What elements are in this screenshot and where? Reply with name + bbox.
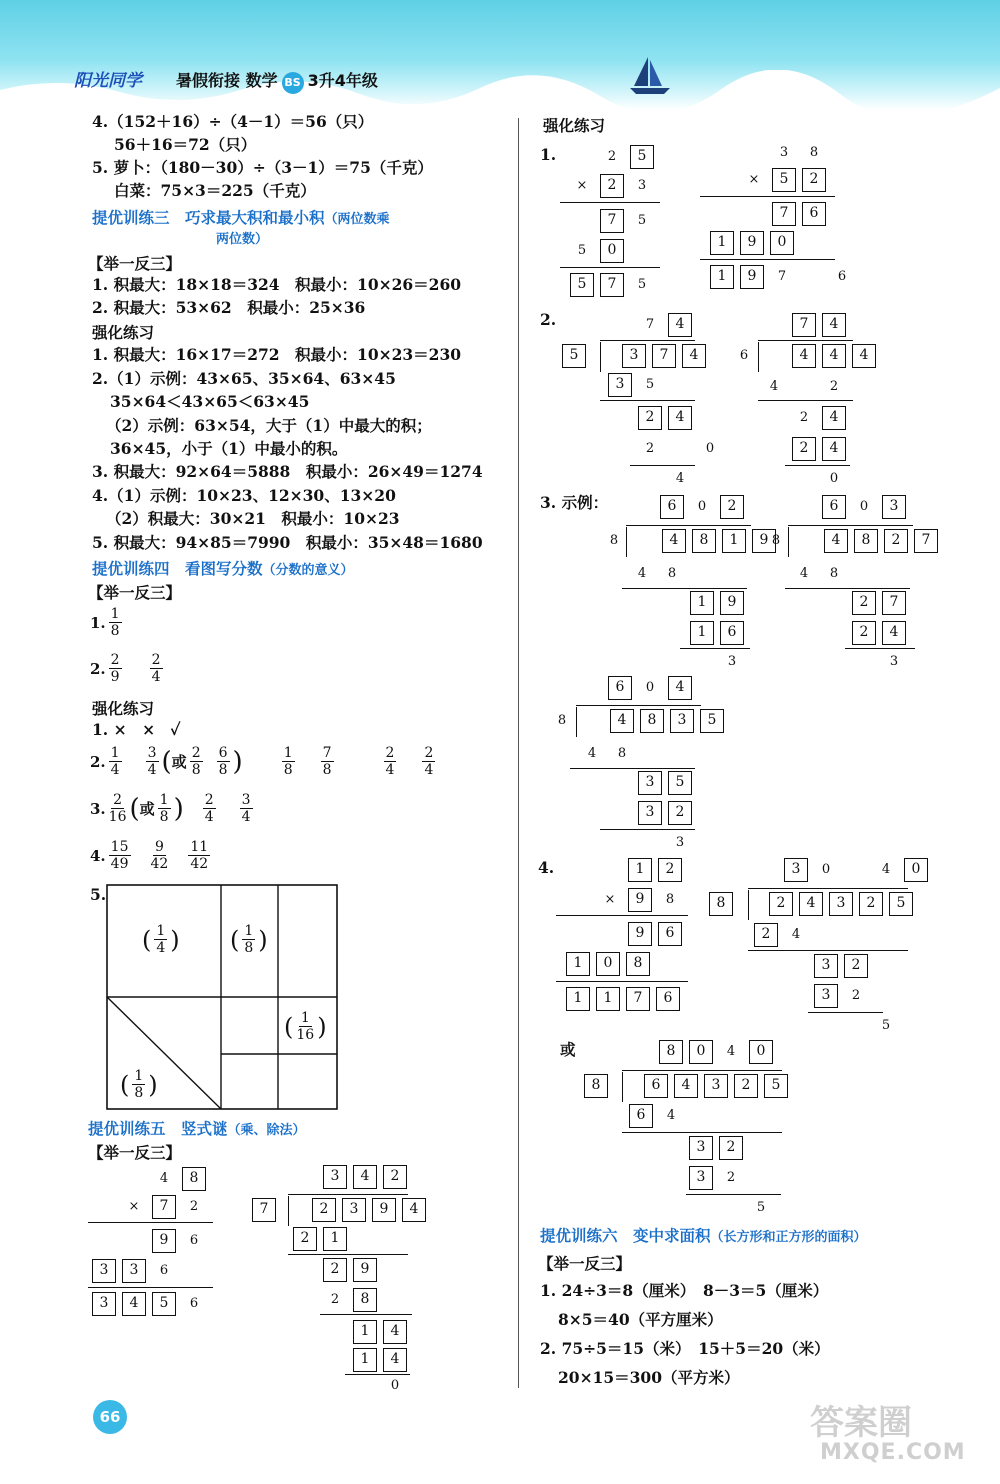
subheading-jyf: 【举一反三】 (88, 255, 182, 273)
digit-box: 8 (659, 1040, 683, 1064)
digit-box: 9 (740, 265, 764, 289)
column-divider (518, 118, 519, 1388)
digit-box: 5 (772, 168, 796, 192)
digit: 4 (637, 566, 647, 581)
digit-box: 3 (704, 1074, 728, 1098)
answer-q1: 1. 积最大：16×17＝272 积最小：10×23＝230 (92, 345, 462, 364)
digit: 8 (609, 533, 619, 548)
digit-box: 4 (792, 344, 816, 368)
digit-box: 2 (383, 1165, 407, 1189)
answer-q2-line2: 35×64＜43×65＜63×45 (110, 392, 310, 411)
fraction-answer-2: 2. $\frac{2}{9}$ $\frac{2}{4}$ (90, 652, 161, 685)
digit-box: 8 (182, 1167, 206, 1191)
subheading-jyf3: 【举一反三】 (88, 1144, 182, 1162)
watermark: 答案圈 (810, 1403, 912, 1443)
answer-fq1: 1. × × ✓ (92, 720, 181, 739)
digit: 4 (799, 566, 809, 581)
rule-line (758, 400, 853, 401)
right-q1-label: 1. (540, 145, 557, 164)
right-huo: 或 (560, 1040, 576, 1059)
digit-box: 4 (383, 1320, 407, 1344)
digit: 2 (645, 441, 655, 456)
digit-box: 0 (596, 952, 620, 976)
digit-box: 3 (622, 344, 646, 368)
digit: 0 (645, 680, 655, 695)
digit-box: 7 (772, 202, 796, 226)
digit: 7 (777, 269, 787, 284)
answer-j1: 1. 积最大：18×18＝324 积最小：10×26＝260 (92, 275, 462, 294)
digit-box: 8 (692, 529, 716, 553)
digit: 8 (771, 533, 781, 548)
digit: × (604, 892, 616, 907)
digit: 4 (587, 746, 597, 761)
digit-box: 2 (852, 591, 876, 615)
rule-line (88, 1287, 213, 1288)
digit: 6 (159, 1263, 169, 1278)
digit: 4 (769, 379, 779, 394)
digit-box: 8 (626, 952, 650, 976)
right-q2-label: 2. (540, 310, 557, 329)
rule-line (88, 1222, 213, 1223)
fraction-answer-q4: 4. $\frac{15}{49}$ $\frac{9}{42}$ $\frac{11}{42}$ (90, 839, 209, 872)
rule-line (556, 915, 688, 916)
digit-box: 1 (628, 858, 652, 882)
digit: 2 (726, 1170, 736, 1185)
digit-box: 0 (600, 239, 624, 263)
digit-box: 9 (152, 1229, 176, 1253)
digit: 0 (859, 499, 869, 514)
digit-box: 8 (640, 709, 664, 733)
digit-box: 3 (829, 892, 853, 916)
digit: 8 (667, 566, 677, 581)
digit-box: 3 (638, 801, 662, 825)
digit: × (748, 172, 760, 187)
rule-line (600, 829, 695, 830)
digit: 2 (799, 410, 809, 425)
digit-box: 0 (689, 1040, 713, 1064)
digit-box: 1 (710, 231, 734, 255)
right-answer-2-line2: 20×15＝300（平方米） (558, 1368, 740, 1387)
section-title-5: 提优训练五 竖式谜（乘、除法） (88, 1120, 306, 1138)
digit: 5 (756, 1200, 766, 1215)
digit-box: 2 (312, 1198, 336, 1222)
wave-decoration (0, 70, 1000, 115)
sailboat-icon (628, 52, 678, 97)
right-subheading-jyf: 【举一反三】 (538, 1255, 632, 1273)
digit-box: 5 (668, 771, 692, 795)
digit-box: 1 (690, 591, 714, 615)
rule-line (788, 525, 913, 526)
digit-box: 2 (293, 1227, 317, 1251)
digit-box: 4 (668, 313, 692, 337)
digit-box: 2 (668, 801, 692, 825)
digit-box: 5 (570, 273, 594, 297)
digit-box: 3 (670, 709, 694, 733)
answer-q2: 2.（1）示例：43×65、35×64、63×45 (92, 369, 396, 388)
digit-box: 6 (822, 495, 846, 519)
digit-box: 2 (638, 406, 662, 430)
rule-line (560, 267, 660, 268)
digit-box: 2 (792, 437, 816, 461)
digit-box: 3 (122, 1259, 146, 1283)
digit: 4 (675, 471, 685, 486)
right-q4-label: 4. (538, 858, 555, 877)
digit-box: 0 (770, 231, 794, 255)
digit-box: 6 (802, 202, 826, 226)
digit-box: 2 (754, 923, 778, 947)
digit-box: 8 (584, 1074, 608, 1098)
digit: 4 (791, 927, 801, 942)
digit-box: 4 (353, 1165, 377, 1189)
rule-line (288, 1194, 408, 1195)
digit-box: 3 (814, 954, 838, 978)
digit-box: 4 (668, 676, 692, 700)
answer-5-line2: 白菜：75×3＝225（千克） (114, 181, 316, 200)
answer-5: 5. 萝卜：（180－30）÷（3－1）＝75（千克） (92, 158, 433, 177)
digit-box: 1 (323, 1227, 347, 1251)
digit: 4 (881, 862, 891, 877)
digit-box: 9 (353, 1258, 377, 1282)
digit-box: 7 (792, 313, 816, 337)
fraction-answer-q2: 2. $\frac{1}{4}$ $\frac{3}{4}$ ( 或 $\frac{2}{8}$ $\frac{6}{8}$ ) $\frac{1}{8}$ $\frac{7}{8}$ $\frac{2}{4}$ $\frac{2}{4}$ (90, 745, 434, 778)
digit: 3 (637, 178, 647, 193)
rule-line (570, 768, 695, 769)
answer-q4-line2: （2）积最大：30×21 积最小：10×23 (106, 509, 400, 528)
digit-box: 1 (596, 987, 620, 1011)
digit: 8 (809, 145, 819, 160)
digit-box: 4 (824, 529, 848, 553)
digit-box: 2 (658, 858, 682, 882)
answer-4: 4.（152＋16）÷（4－1）＝56（只） (92, 112, 374, 131)
digit-box: 3 (608, 373, 632, 397)
rule-line (626, 525, 751, 526)
digit-box: 1 (566, 952, 590, 976)
answer-q3: 3. 积最大：92×64＝5888 积最小：26×49＝1274 (92, 462, 483, 481)
digit-box: 2 (844, 954, 868, 978)
digit: 5 (645, 377, 655, 392)
digit-box: 6 (608, 676, 632, 700)
digit: 2 (330, 1292, 340, 1307)
section-title-4: 提优训练四 看图写分数（分数的意义） (92, 560, 354, 578)
digit: 7 (645, 317, 655, 332)
rule-line (622, 1132, 782, 1133)
digit-box: 6 (644, 1074, 668, 1098)
digit-box: 9 (628, 922, 652, 946)
rule-line (748, 950, 908, 951)
rule-line (320, 1314, 412, 1315)
digit-box: 4 (882, 621, 906, 645)
digit-box: 1 (353, 1320, 377, 1344)
digit-box: 4 (402, 1198, 426, 1222)
digit: 3 (889, 654, 899, 669)
digit-box: 6 (660, 495, 684, 519)
section-title-6: 提优训练六 变中求面积（长方形和正方形的面积） (540, 1227, 867, 1245)
digit-box: 4 (674, 1074, 698, 1098)
rule-line (288, 1254, 408, 1255)
digit-box: 2 (769, 892, 793, 916)
digit-box: 8 (353, 1288, 377, 1312)
digit-box: 4 (122, 1292, 146, 1316)
digit-box: 5 (700, 709, 724, 733)
digit-box: 9 (372, 1198, 396, 1222)
digit-box: 9 (740, 231, 764, 255)
digit: 6 (189, 1233, 199, 1248)
digit-box: 4 (822, 406, 846, 430)
digit: 0 (705, 441, 715, 456)
division-bracket (748, 890, 749, 920)
rule-line (680, 648, 750, 649)
digit: 0 (697, 499, 707, 514)
digit: 4 (666, 1108, 676, 1123)
section-title-3-cont: 两位数） (216, 232, 269, 247)
rule-line (622, 1070, 782, 1071)
digit-box: 6 (720, 621, 744, 645)
digit: 2 (851, 988, 861, 1003)
rule-line (622, 588, 747, 589)
digit-box: 4 (822, 313, 846, 337)
digit: 5 (577, 243, 587, 258)
digit: 0 (829, 471, 839, 486)
rule-line (686, 1194, 781, 1195)
watermark-url: MXQE.COM (820, 1440, 966, 1465)
digit-box: 5 (889, 892, 913, 916)
digit-box: 7 (626, 987, 650, 1011)
digit-box: 7 (914, 529, 938, 553)
digit-box: 3 (323, 1165, 347, 1189)
digit-box: 6 (656, 987, 680, 1011)
digit-box: 2 (600, 174, 624, 198)
digit-box: 1 (722, 529, 746, 553)
subheading-qh: 强化练习 (92, 324, 155, 342)
header-title: 暑假衔接 数学 BS 3升4年级 (176, 68, 378, 94)
digit: 3 (675, 835, 685, 850)
digit: 3 (779, 145, 789, 160)
digit: 0 (821, 862, 831, 877)
rule-line (808, 1012, 883, 1013)
right-answer-1-line2: 8×5＝40（平方厘米） (558, 1310, 723, 1329)
digit: 6 (189, 1296, 199, 1311)
digit-box: 7 (600, 273, 624, 297)
digit-box: 0 (749, 1040, 773, 1064)
digit-box: 1 (710, 265, 734, 289)
digit-box: 2 (719, 1136, 743, 1160)
digit-box: 3 (638, 771, 662, 795)
digit-box: 3 (342, 1198, 366, 1222)
page-number: 66 (93, 1400, 127, 1434)
rule-line (700, 259, 835, 260)
digit: 4 (159, 1171, 169, 1186)
rule-line (556, 981, 688, 982)
digit-box: 4 (852, 344, 876, 368)
division-bracket (788, 527, 789, 557)
answer-q2-line3: （2）示例：63×54，大于（1）中最大的积； (106, 416, 432, 435)
figure-label-eighth-triangle: ( $\frac{1}{8}$ ) (120, 1068, 158, 1101)
rule-line (785, 465, 850, 466)
division-bracket (758, 342, 759, 372)
digit-box: 1 (690, 621, 714, 645)
division-bracket (622, 1072, 623, 1102)
right-subheading-qh: 强化练习 (543, 117, 606, 135)
subheading-jyf2: 【举一反三】 (88, 584, 182, 602)
digit-box: 9 (720, 591, 744, 615)
rule-line (700, 196, 835, 197)
answer-fq5: 5. (90, 885, 107, 904)
digit-box: 4 (822, 437, 846, 461)
digit-box: 7 (600, 209, 624, 233)
figure-label-quarter: ( $\frac{1}{4}$ ) (142, 923, 180, 956)
rule-line (845, 648, 915, 649)
digit-box: 9 (752, 529, 776, 553)
figure-label-eighth: ( $\frac{1}{8}$ ) (230, 923, 268, 956)
digit-box: 3 (92, 1292, 116, 1316)
digit: 8 (665, 892, 675, 907)
digit-box: 4 (610, 709, 634, 733)
digit-box: 5 (152, 1292, 176, 1316)
digit-box: 2 (852, 621, 876, 645)
digit-box: 0 (904, 858, 928, 882)
digit: 5 (881, 1018, 891, 1033)
digit-box: 4 (662, 529, 686, 553)
digit-box: 1 (353, 1348, 377, 1372)
digit: 0 (390, 1378, 400, 1393)
fraction-answer-1: 1. $\frac{1}{8}$ (90, 606, 120, 639)
digit-box: 2 (884, 529, 908, 553)
rule-line (560, 202, 660, 203)
digit: 8 (557, 713, 567, 728)
answer-q5: 5. 积最大：94×85＝7990 积最小：35×48＝1680 (92, 533, 483, 552)
rule-line (600, 400, 695, 401)
brand-logo: 阳光同学 (74, 71, 142, 91)
digit-box: 5 (562, 344, 586, 368)
digit-box: 3 (689, 1136, 713, 1160)
digit-box: 4 (668, 406, 692, 430)
digit: 6 (739, 348, 749, 363)
rule-line (630, 465, 695, 466)
digit-box: 7 (882, 591, 906, 615)
digit-box: 4 (682, 344, 706, 368)
right-q3-label: 3. 示例： (540, 493, 609, 512)
digit-box: 4 (822, 344, 846, 368)
rule-line (785, 588, 910, 589)
digit-box: 2 (720, 495, 744, 519)
digit-box: 3 (814, 984, 838, 1008)
digit: 2 (607, 149, 617, 164)
digit: 4 (726, 1044, 736, 1059)
division-bracket (626, 527, 627, 557)
digit-box: 5 (764, 1074, 788, 1098)
digit: × (576, 178, 588, 193)
digit-box: 8 (854, 529, 878, 553)
digit-box: 7 (652, 344, 676, 368)
digit: 6 (837, 269, 847, 284)
digit: 2 (189, 1199, 199, 1214)
answer-4-line2: 56＋16＝72（只） (114, 135, 257, 154)
digit-box: 7 (252, 1198, 276, 1222)
division-bracket (576, 707, 577, 737)
division-bracket (600, 342, 601, 372)
digit-box: 3 (784, 858, 808, 882)
digit-box: 9 (628, 888, 652, 912)
digit-box: 5 (630, 145, 654, 169)
digit: 2 (829, 379, 839, 394)
digit-box: 3 (689, 1166, 713, 1190)
digit: 3 (727, 654, 737, 669)
digit: 8 (617, 746, 627, 761)
section-title-3: 提优训练三 巧求最大积和最小积（两位数乘 (92, 209, 390, 227)
right-answer-2: 2. 75÷5＝15（米） 15＋5＝20（米） (540, 1339, 830, 1358)
rule-line (748, 888, 908, 889)
fraction-answer-q3: 3. $\frac{2}{16}$ ( 或 $\frac{1}{8}$ ) $\frac{2}{4}$ $\frac{3}{4}$ (90, 792, 251, 825)
rule-line (600, 340, 695, 341)
digit-box: 6 (658, 922, 682, 946)
digit: 8 (829, 566, 839, 581)
digit-box: 6 (629, 1104, 653, 1128)
digit-box: 8 (709, 892, 733, 916)
digit-box: 7 (152, 1195, 176, 1219)
answer-j2: 2. 积最大：53×62 积最小：25×36 (92, 298, 366, 317)
subheading-qh2: 强化练习 (92, 700, 155, 718)
division-bracket (288, 1196, 289, 1226)
digit-box: 2 (323, 1258, 347, 1282)
digit-box: 2 (859, 892, 883, 916)
answer-q4: 4.（1）示例：10×23、12×30、13×20 (92, 486, 396, 505)
rule-line (576, 705, 701, 706)
figure-label-sixteenth: ( $\frac{1}{16}$ ) (284, 1010, 327, 1043)
rule-line (758, 340, 853, 341)
digit-box: 3 (92, 1259, 116, 1283)
digit-box: 3 (882, 495, 906, 519)
right-answer-1: 1. 24÷3＝8（厘米） 8－3＝5（厘米） (540, 1281, 829, 1300)
digit: 5 (637, 277, 647, 292)
digit: × (128, 1199, 140, 1214)
digit-box: 2 (734, 1074, 758, 1098)
digit-box: 1 (566, 987, 590, 1011)
digit-box: 2 (802, 168, 826, 192)
digit-box: 4 (383, 1348, 407, 1372)
answer-q2-line4: 36×45，小于（1）中最小的积。 (110, 439, 348, 458)
bs-badge: BS (282, 72, 304, 94)
digit: 5 (637, 213, 647, 228)
digit-box: 4 (799, 892, 823, 916)
